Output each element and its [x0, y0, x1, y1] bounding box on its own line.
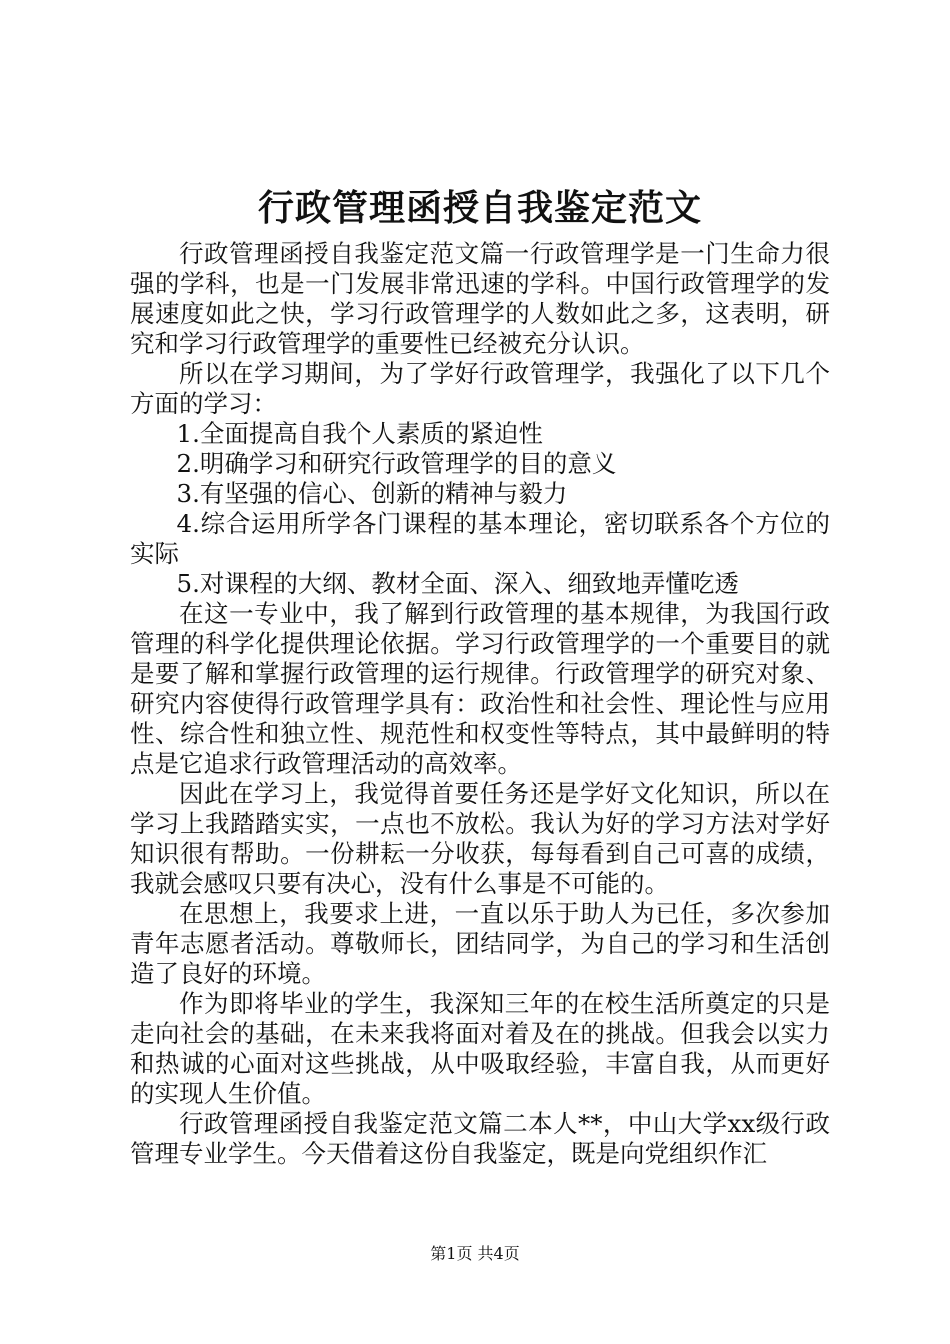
page-indicator: 第1页 共4页 [430, 1244, 520, 1263]
list-item: 4.综合运用所学各门课程的基本理论，密切联系各个方位的实际 [130, 509, 830, 568]
paragraph-thought: 在思想上，我要求上进，一直以乐于助人为已任，多次参加青年志愿者活动。尊敬师长，团结同学，为自己的学习和生活创造了良好的环境。 [130, 899, 830, 988]
paragraph-graduation: 作为即将毕业的学生，我深知三年的在校生活所奠定的只是走向社会的基础，在未来我将面对着及在的挑战。但我会以实力和热诚的心面对这些挑战，从中吸取经验，丰富自我，从而更好的实现人生价值。 [130, 989, 830, 1108]
paragraph-study-attitude: 因此在学习上，我觉得首要任务还是学好文化知识，所以在学习上我踏踏实实，一点也不放松。我认为好的学习方法对学好知识很有帮助。一份耕耘一分收获，每每看到自己可喜的成绩，我就会感叹只要有决心，没有什么事是不可能的。 [130, 779, 830, 898]
paragraph-part-two: 行政管理函授自我鉴定范文篇二本人**，中山大学xx级行政管理专业学生。今天借着这份自我鉴定，既是向党组织作汇 [130, 1109, 830, 1168]
list-item: 5.对课程的大纲、教材全面、深入、细致地弄懂吃透 [176, 569, 739, 598]
paragraph-study-aspects: 所以在学习期间，为了学好行政管理学，我强化了以下几个方面的学习： [130, 359, 830, 418]
list-item: 1.全面提高自我个人素质的紧迫性 [176, 419, 543, 448]
list-item: 2.明确学习和研究行政管理学的目的意义 [176, 449, 617, 478]
list-item: 3.有坚强的信心、创新的精神与毅力 [176, 479, 568, 508]
paragraph-intro: 行政管理函授自我鉴定范文篇一行政管理学是一门生命力很强的学科，也是一门发展非常迅速的学科。中国行政管理学的发展速度如此之快，学习行政管理学的人数如此之多，这表明，研究和学习行政管理学的重要性已经被充分认识。 [130, 239, 830, 358]
paragraph-major-laws: 在这一专业中，我了解到行政管理的基本规律，为我国行政管理的科学化提供理论依据。学习行政管理学的一个重要目的就是要了解和掌握行政管理的运行规律。行政管理学的研究对象、研究内容使得行政管理学具有：政治性和社会性、理论性与应用性、综合性和独立性、规范性和权变性等特点，其中最鲜明的特点是它追求行政管理活动的高效率。 [130, 599, 830, 778]
document-title: 行政管理函授自我鉴定范文 [257, 187, 702, 229]
document-body [130, 239, 830, 1169]
